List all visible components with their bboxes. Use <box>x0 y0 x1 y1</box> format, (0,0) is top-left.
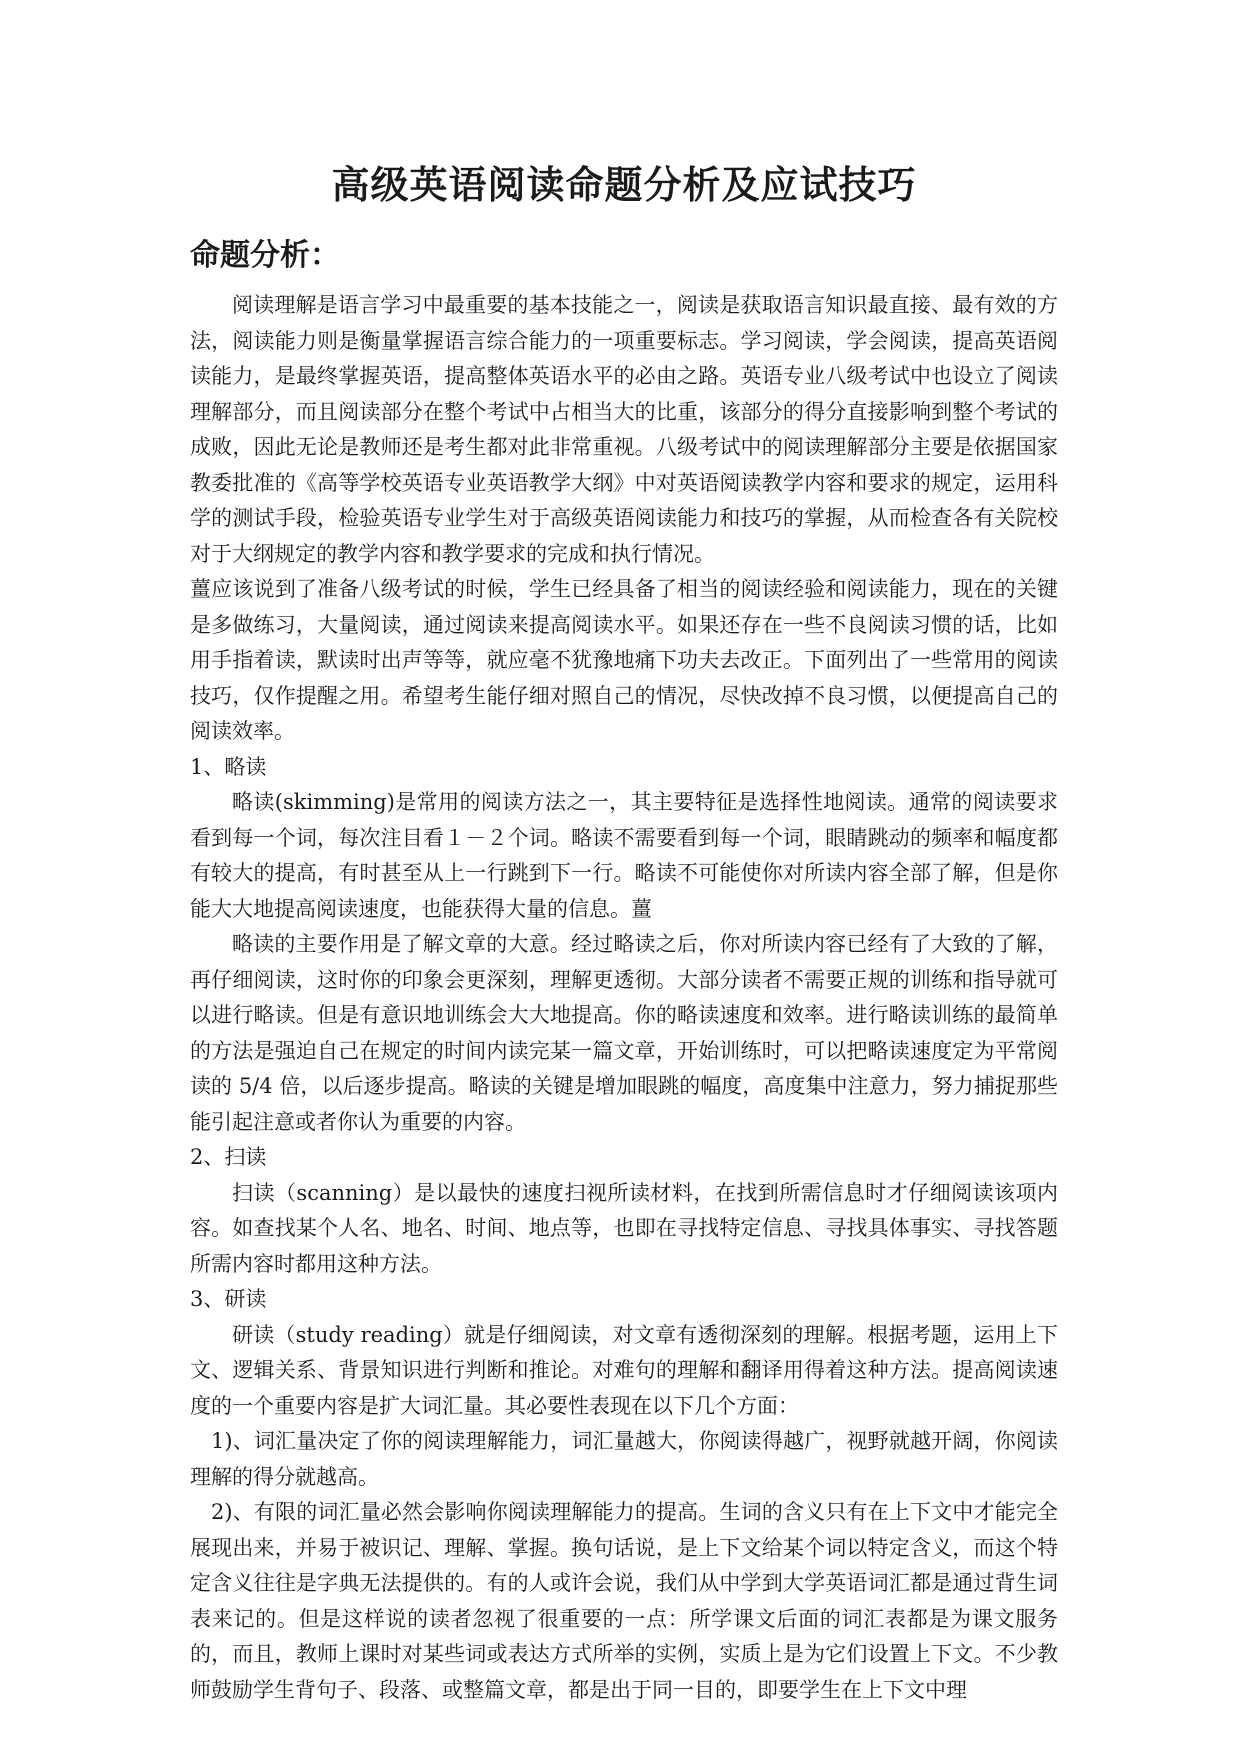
skimming-paragraph: 略读的主要作用是了解文章的大意。经过略读之后，你对所读内容已经有了大致的了解，再仔细阅读，这时你的印象会更深刻，理解更透彻。大部分读者不需要正规的训练和指导就可以进行略读。但是有意识地训练会大大地提高。你的略读速度和效率。进行略读训练的最简单的方法是强迫自己在规定的时间内读完某一篇文章，开始训练时，可以把略读速度定为平常阅读的 5/4 倍，以后逐步提高。略读的关键是增加眼跳的幅度，高度集中注意力，努力捕捉那些能引起注意或者你认为重要的内容。 <box>190 932 1058 1134</box>
intro-paragraph: 阅读理解是语言学习中最重要的基本技能之一，阅读是获取语言知识最直接、最有效的方法，阅读能力则是衡量掌握语言综合能力的一项重要标志。学习阅读，学会阅读，提高英语阅读能力，是最终掌握英语，提高整体英语水平的必由之路。英语专业八级考试中也设立了阅读理解部分，而且阅读部分在整个考试中占相当大的比重，该部分的得分直接影响到整个考试的成败，因此无论是教师还是考生都对此非常重视。八级考试中的阅读理解部分主要是依据国家教委批准的《高等学校英语专业英语教学大纲》中对英语阅读教学内容和要求的规定，运用科学的测试手段，检验英语专业学生对于高级英语阅读能力和技巧的掌握，从而检查各有关院校对于大纲规定的教学内容和教学要求的完成和执行情况。 <box>190 293 1058 566</box>
list-item: 2)、有限的词汇量必然会影响你阅读理解能力的提高。生词的含义只有在上下文中才能完全展现出来，并易于被识记、理解、掌握。换句话说，是上下文给某个词以特定含义，而这个特定含义往往是字典无法提供的。有的人或许会说，我们从中学到大学英语词汇都是通过背生词表来记的。但是这样说的读者忽视了很重要的一点：所学课文后面的词汇表都是为课文服务的，而且，教师上课时对某些词或表达方式所举的实例，实质上是为它们设置上下文。不少教师鼓励学生背句子、段落、或整篇文章，都是出于同一目的，即要学生在上下文中理 <box>190 1500 1058 1702</box>
section-heading: 命题分析： <box>190 238 340 273</box>
scanning-paragraph: 扫读（scanning）是以最快的速度扫视所读材料，在找到所需信息时才仔细阅读该项内容。如查找某个人名、地名、时间、地点等，也即在寻找特定信息、寻找具体事实、寻找答题所需内容时都用这种方法。 <box>190 1180 1058 1276</box>
study-reading-paragraph: 研读（study reading）就是仔细阅读，对文章有透彻深刻的理解。根据考题，运用上下文、逻辑关系、背景知识进行判断和推论。对难句的理解和翻译用得着这种方法。提高阅读速度的一个重要内容是扩大词汇量。其必要性表现在以下几个方面： <box>190 1322 1058 1418</box>
document-title: 高级英语阅读命题分析及应试技巧 <box>331 162 917 207</box>
intro-paragraph: 薑应该说到了准备八级考试的时候，学生已经具备了相当的阅读经验和阅读能力，现在的关键是多做练习，大量阅读，通过阅读来提高阅读水平。如果还存在一些不良阅读习惯的话，比如用手指着读，默读时出声等等，就应毫不犹豫地痛下功夫去改正。下面列出了一些常用的阅读技巧，仅作提醒之用。希望考生能仔细对照自己的情况，尽快改掉不良习惯，以便提高自己的阅读效率。 <box>190 577 1058 743</box>
section-label-scanning: 2、扫读 <box>190 1145 267 1169</box>
document-body <box>190 160 1058 1708</box>
skimming-paragraph: 略读(skimming)是常用的阅读方法之一，其主要特征是选择性地阅读。通常的阅读要求看到每一个词，每次注目看１－２个词。略读不需要看到每一个词，眼睛跳动的频率和幅度都有较大的提高，有时甚至从上一行跳到下一行。略读不可能使你对所读内容全部了解，但是你能大大地提高阅读速度，也能获得大量的信息。薑 <box>190 790 1058 921</box>
section-label-skimming: 1、略读 <box>190 754 267 779</box>
section-label-study-reading: 3、研读 <box>190 1287 267 1311</box>
list-item: 1)、词汇量决定了你的阅读理解能力，词汇量越大，你阅读得越广，视野就越开阔，你阅读理解的得分就越高。 <box>190 1429 1058 1489</box>
